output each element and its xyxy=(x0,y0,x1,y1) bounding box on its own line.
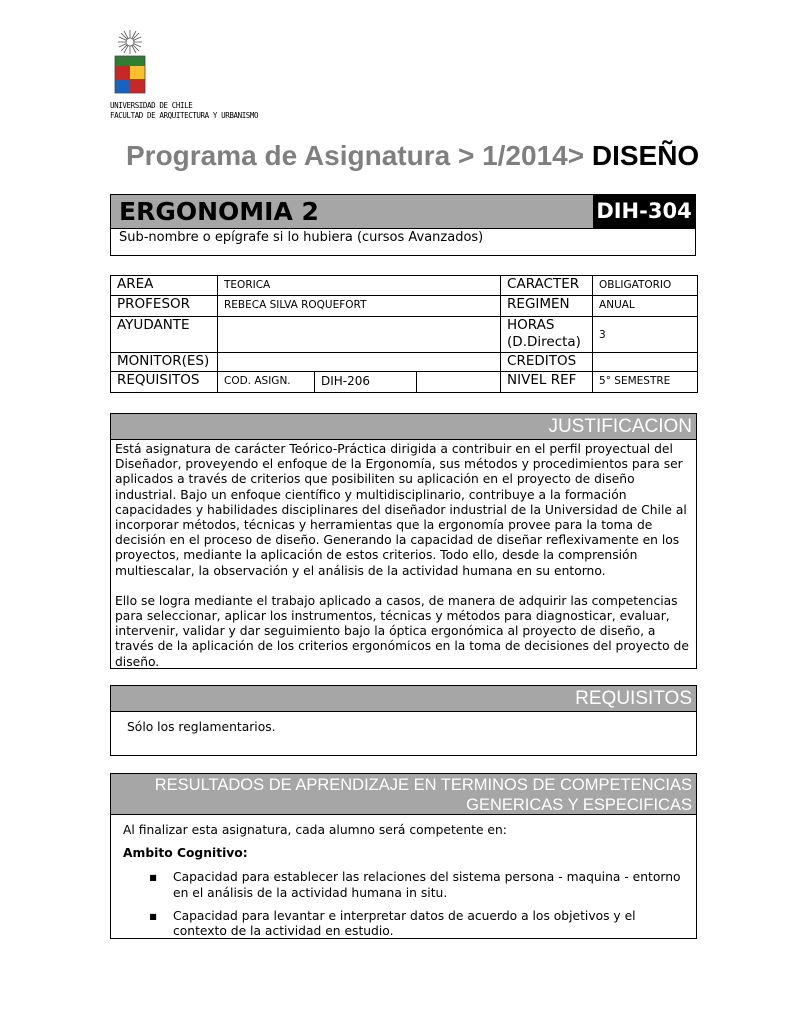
list-item-text: Capacidad para levantar e interpretar datos de acuerdo a los objetivos y el contexto de la actividad en estudio. xyxy=(173,908,636,939)
program-title-text: Programa de Asignatura > 1/2014> xyxy=(126,140,585,171)
list-item xyxy=(123,870,688,900)
monitor-value xyxy=(218,353,501,372)
ayudante-value xyxy=(218,317,501,353)
course-name: ERGONOMIA 2 xyxy=(111,195,593,228)
caracter-label: CARACTER xyxy=(501,276,593,296)
university-logo xyxy=(110,26,270,126)
institution-name xyxy=(110,101,258,121)
resultados-intro: Al finalizar esta asignatura, cada alumno será competente en: xyxy=(123,823,507,837)
justificacion-paragraph-2: Ello se logra mediante el trabajo aplicado a casos, de manera de adquirir las competencias para seleccionar, aplicar los instrumentos, técnicas y métodos para diagnosticar, evaluar, intervenir, validar y dar seguimiento bajo la óptica ergonómica al proyecto de diseño, a través de la aplicación de los criterios ergonómicos en la toma de decisiones del proyecto de diseño. xyxy=(115,593,689,669)
program-title xyxy=(126,140,699,172)
creditos-value xyxy=(593,353,698,372)
justificacion-section xyxy=(110,413,697,669)
ayudante-label: AYUDANTE xyxy=(111,317,218,353)
profesor-value: REBECA SILVA ROQUEFORT xyxy=(218,296,501,317)
program-area: DISEÑO xyxy=(591,140,700,171)
institution-line-2: FACULTAD DE ARQUITECTURA Y URBANISMO xyxy=(110,111,259,120)
horas-label: HORAS (D.Directa) xyxy=(501,317,593,353)
cod-asign-value: DIH-206 xyxy=(315,372,417,393)
course-subtitle: Sub-nombre o epígrafe si lo hubiera (cursos Avanzados) xyxy=(119,230,484,245)
empty-cell xyxy=(417,372,501,393)
course-code: DIH-304 xyxy=(593,195,695,228)
area-label: AREA xyxy=(111,276,218,296)
table-row xyxy=(111,372,698,393)
section-body xyxy=(111,440,696,670)
regimen-label: REGIMEN xyxy=(501,296,593,317)
section-heading-line-1: RESULTADOS DE APRENDIZAJE EN TERMINOS DE COMPETENCIAS xyxy=(154,776,692,794)
table-row xyxy=(111,276,698,296)
regimen-value: ANUAL xyxy=(593,296,698,317)
profesor-label: PROFESOR xyxy=(111,296,218,317)
institution-line-1: UNIVERSIDAD DE CHILE xyxy=(110,101,193,110)
resultados-subheading: Ambito Cognitivo: xyxy=(123,846,248,861)
requisitos-label: REQUISITOS xyxy=(111,372,218,393)
table-row xyxy=(111,353,698,372)
bullet-icon: ▪ xyxy=(149,908,158,923)
justificacion-paragraph-1: Está asignatura de carácter Teórico-Práctica dirigida a contribuir en el perfil proyectual del Diseñador, proveyendo el enfoque de la Ergonomía, sus métodos y procedimientos para ser aplicados a través de criterios que posibiliten su aplicación en el proyecto de diseño industrial. Bajo un enfoque científico y multidisciplinario, contribuye a la formación capacidades y habilidades disciplinares del diseñador industrial de la Universidad de Chile al incorporar métodos, técnicas y herramientas que la ergonomía provee para la toma de decisión en el proceso de diseño. Generando la capacidad de diseñar reflexivamente en los proyectos, mediante la aplicación de estos criterios. Todo ello, desde la comprensión multiescalar, la observación y el análisis de la actividad humana en su entorno. xyxy=(115,442,687,578)
competencias-list xyxy=(123,870,688,939)
monitor-label: MONITOR(ES) xyxy=(111,353,218,372)
list-item-text: Capacidad para establecer las relaciones del sistema persona - maquina - entorno en el análisis de la actividad humana in situ. xyxy=(173,870,681,900)
section-heading xyxy=(111,774,696,815)
horas-value: 3 xyxy=(593,317,698,353)
resultados-section xyxy=(110,773,697,939)
nivel-label: NIVEL REF xyxy=(501,372,593,393)
list-item xyxy=(123,909,688,939)
section-heading-line-2: GENERICAS Y ESPECIFICAS xyxy=(466,796,692,814)
section-body xyxy=(111,815,696,939)
bullet-icon: ▪ xyxy=(149,870,158,885)
table-row xyxy=(111,317,698,353)
course-header xyxy=(110,194,696,256)
university-crest-icon xyxy=(110,26,150,100)
table-row xyxy=(111,296,698,317)
caracter-value: OBLIGATORIO xyxy=(593,276,698,296)
nivel-value: 5° SEMESTRE xyxy=(593,372,698,393)
section-heading: JUSTIFICACION xyxy=(111,414,696,440)
cod-asign-label: COD. ASIGN. xyxy=(218,372,315,393)
area-value: TEORICA xyxy=(218,276,501,296)
requisitos-text: Sólo los reglamentarios. xyxy=(127,720,276,734)
creditos-label: CREDITOS xyxy=(501,353,593,372)
section-heading: REQUISITOS xyxy=(111,686,696,712)
course-info-table xyxy=(110,275,698,393)
requisitos-section xyxy=(110,685,697,756)
